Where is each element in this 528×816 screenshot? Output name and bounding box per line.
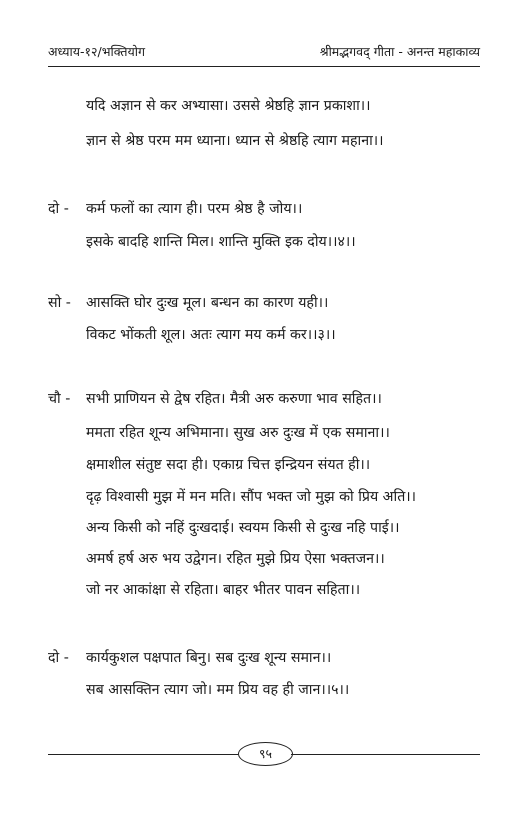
- verse-line: दृढ़ विश्वासी मुझ में मन मति। सौंप भक्त जो मुझ को प्रिय अति।।: [86, 489, 417, 505]
- verse-line: अमर्ष हर्ष अरु भय उद्वेगन। रहित मुझे प्रिय ऐसा भक्तजन।।: [86, 551, 385, 567]
- page-number: ९५: [238, 742, 293, 766]
- verse-line: कर्म फलों का त्याग ही। परम श्रेष्ठ है जोय।।: [86, 201, 303, 217]
- verse-line: सब आसक्तिन त्याग जो। मम प्रिय वह ही जान।।५।।: [86, 682, 350, 698]
- verse-line: जो नर आकांक्षा से रहिता। बाहर भीतर पावन सहिता।।: [86, 582, 361, 598]
- verse-label: सो -: [48, 295, 71, 311]
- verse-line: विकट भोंकती शूल। अतः त्याग मय कर्म कर।।३।।: [86, 327, 336, 343]
- verse-line: ममता रहित शून्य अभिमाना। सुख अरु दुःख में एक समाना।।: [86, 425, 390, 441]
- verse-line: ज्ञान से श्रेष्ठ परम मम ध्याना। ध्यान से श्रेष्ठहि त्याग महाना।।: [86, 133, 384, 149]
- verse-line: सभी प्राणियन से द्वेष रहित। मैत्री अरु करुणा भाव सहित।।: [86, 391, 382, 407]
- header-rule: [48, 66, 480, 67]
- footer-rule-left: [48, 754, 238, 755]
- verse-line: अन्य किसी को नहिं दुःखदाई। स्वयम किसी से दुःख नहि पाई।।: [86, 520, 400, 536]
- verse-line: आसक्ति घोर दुःख मूल। बन्धन का कारण यही।।: [86, 295, 329, 311]
- chapter-title: अध्याय-१२/भक्तियोग: [48, 44, 146, 59]
- verse-line: क्षमाशील संतुष्ट सदा ही। एकाग्र चित्त इन्द्रियन संयत ही।।: [86, 457, 371, 473]
- verse-label: दो -: [48, 201, 69, 217]
- verse-label: दो -: [48, 650, 69, 666]
- verse-label: चौ -: [48, 391, 71, 407]
- verse-line: कार्यकुशल पक्षपात बिनु। सब दुःख शून्य समान।।: [86, 650, 332, 666]
- verse-line: इसके बादहि शान्ति मिल। शान्ति मुक्ति इक दोय।।४।।: [86, 234, 356, 250]
- book-title: श्रीमद्भगवद् गीता - अनन्त महाकाव्य: [319, 44, 480, 59]
- footer-rule-right: [291, 754, 480, 755]
- verse-line: यदि अज्ञान से कर अभ्यासा। उससे श्रेष्ठहि ज्ञान प्रकाशा।।: [86, 98, 371, 114]
